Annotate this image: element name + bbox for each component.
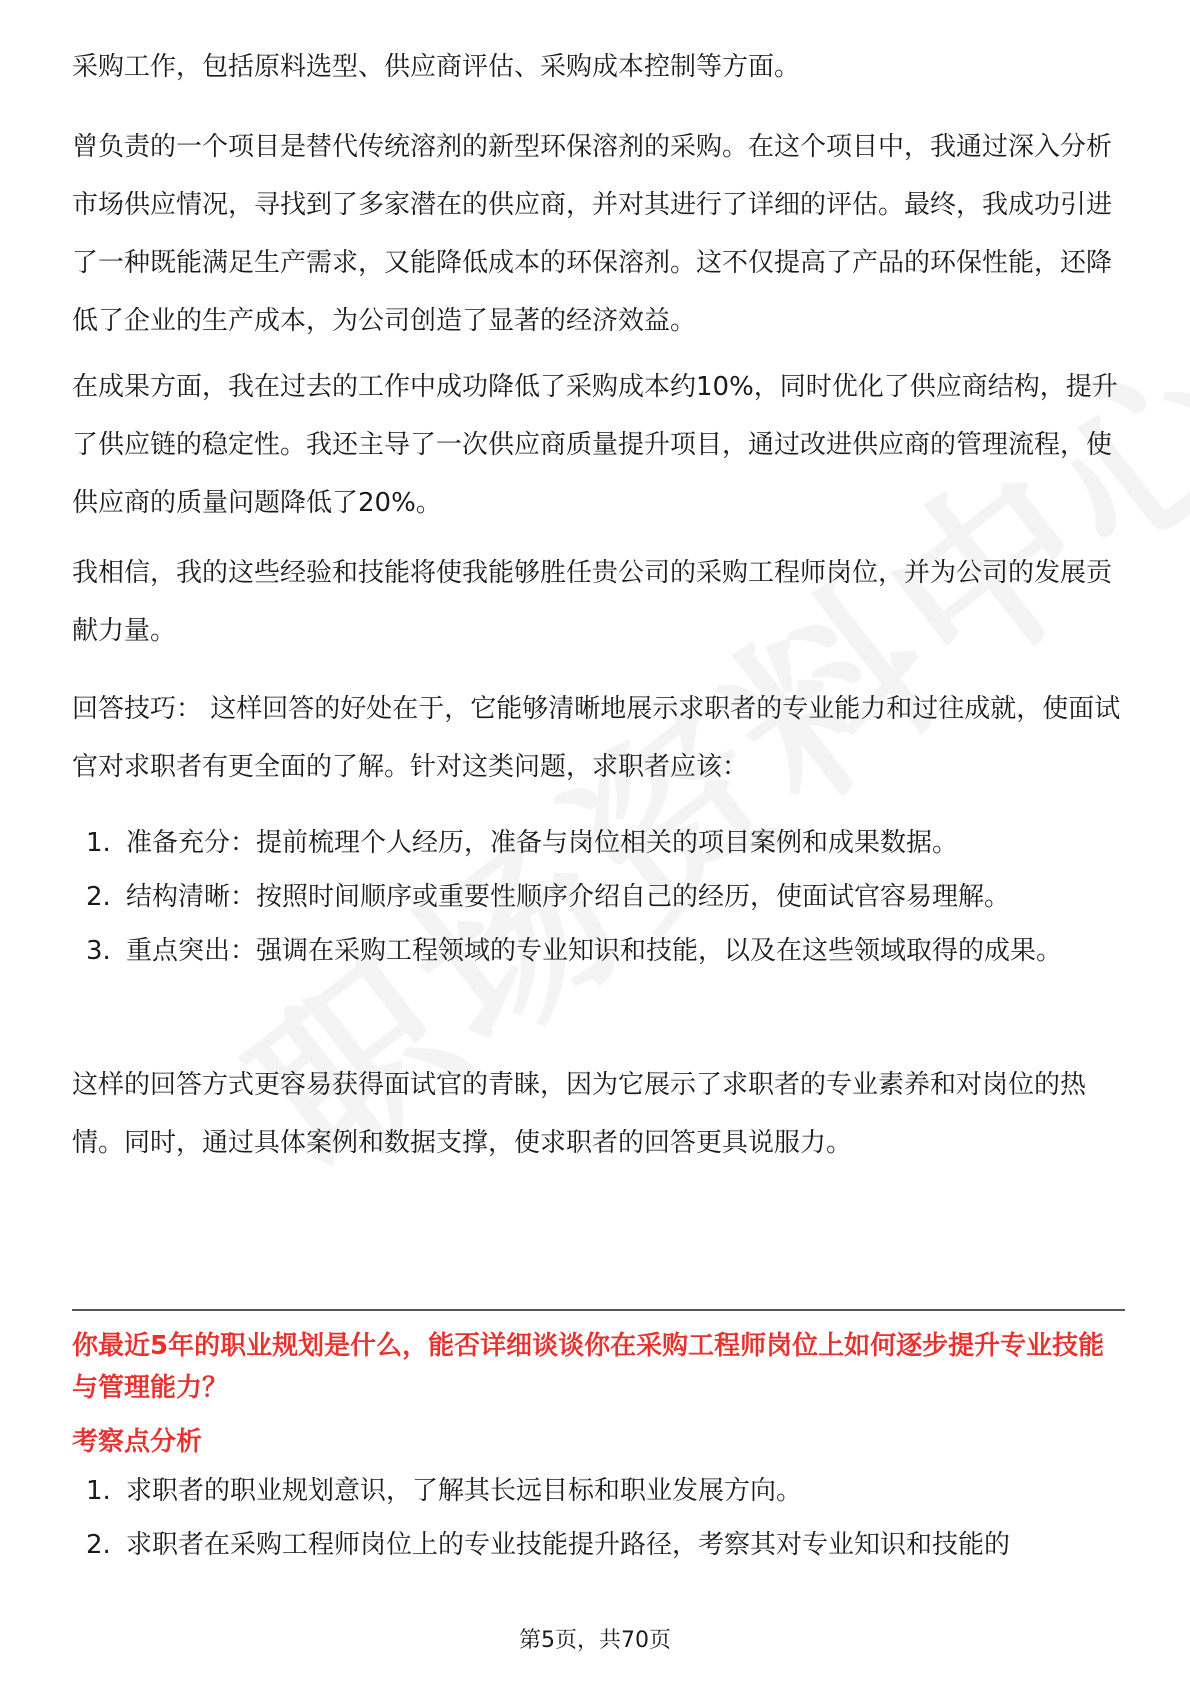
analysis-heading: 考察点分析: [72, 1427, 203, 1457]
paragraph-6: 这样的回答方式更容易获得面试官的青睐，因为它展示了求职者的专业素养和对岗位的热情。同时，通过具体案例和数据支撑，使求职者的回答更具说服力。: [72, 1070, 1087, 1158]
list-text: 结构清晰：按照时间顺序或重要性顺序介绍自己的经历，使面试官容易理解。: [126, 882, 1011, 912]
list-text: 求职者的职业规划意识，了解其长远目标和职业发展方向。: [126, 1476, 803, 1506]
paragraph-2: 曾负责的一个项目是替代传统溶剂的新型环保溶剂的采购。在这个项目中，我通过深入分析市场供应情况，寻找到了多家潜在的供应商，并对其进行了详细的评估。最终，我成功引进了一种既能满足生产需求，又能降低成本的环保溶剂。这不仅提高了产品的环保性能，还降低了企业的生产成本，为公司创造了显著的经济效益。: [72, 132, 1113, 336]
list-text: 求职者在采购工程师岗位上的专业技能提升路径，考察其对专业知识和技能的: [126, 1530, 1011, 1560]
answer-tips-paragraph: 回答技巧： 这样回答的好处在于，它能够清晰地展示求职者的专业能力和过往成就，使面试官对求职者有更全面的了解。针对这类问题，求职者应该：: [72, 694, 1121, 782]
question-heading: 你最近5年的职业规划是什么，能否详细谈谈你在采购工程师岗位上如何逐步提升专业技能与管理能力？: [72, 1331, 1105, 1403]
list-number: 3.: [86, 936, 111, 966]
list-number: 1.: [86, 828, 111, 858]
page-footer: 第5页，共70页: [519, 1628, 671, 1653]
paragraph-4: 我相信，我的这些经验和技能将使我能够胜任贵公司的采购工程师岗位，并为公司的发展贡献力量。: [72, 558, 1113, 646]
list-text: 准备充分：提前梳理个人经历，准备与岗位相关的项目案例和成果数据。: [126, 828, 959, 858]
section-divider: [72, 1309, 1125, 1311]
list-number: 2.: [86, 882, 111, 912]
list-number: 2.: [86, 1530, 111, 1560]
paragraph-3: 在成果方面，我在过去的工作中成功降低了采购成本约10%，同时优化了供应商结构，提升了供应链的稳定性。我还主导了一次供应商质量提升项目，通过改进供应商的管理流程，使供应商的质量问题降低了20%。: [72, 372, 1118, 518]
list-number: 1.: [86, 1476, 111, 1506]
paragraph-1: 采购工作，包括原料选型、供应商评估、采购成本控制等方面。: [72, 52, 801, 82]
list-text: 重点突出：强调在采购工程领域的专业知识和技能，以及在这些领域取得的成果。: [126, 936, 1063, 966]
